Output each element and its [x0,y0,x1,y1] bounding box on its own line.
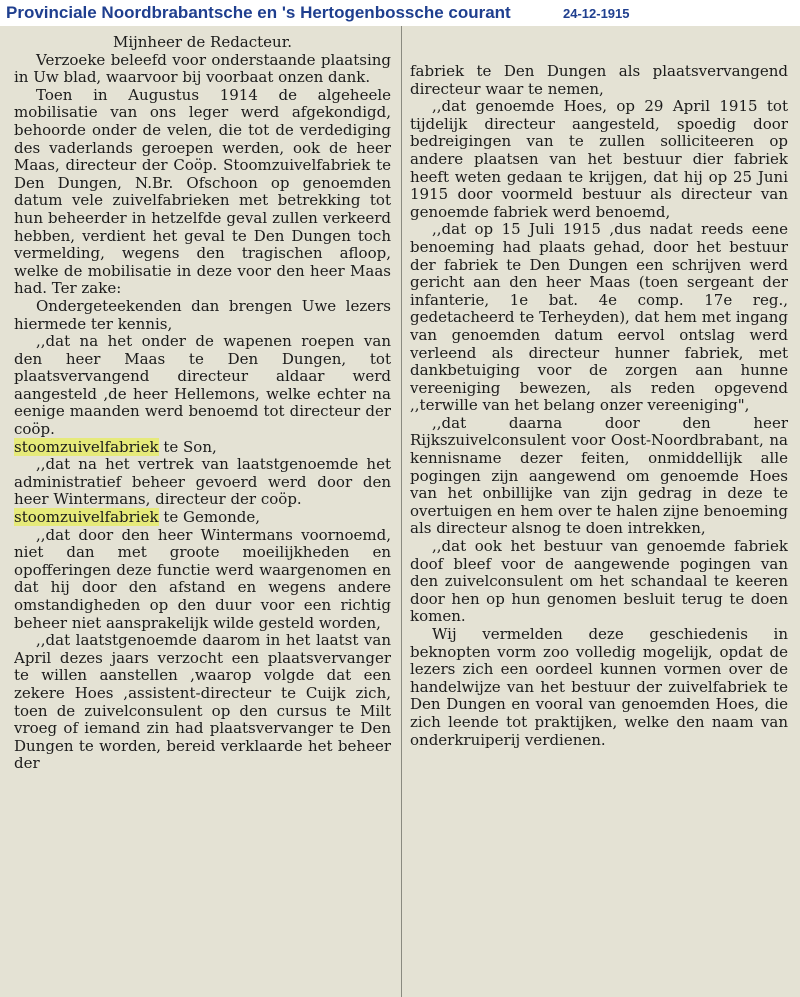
newspaper-clipping [0,26,800,997]
paragraph: Wij vermelden deze geschiedenis in beknopten vorm zoo volledig mogelijk, opdat de lezers zich een oordeel kunnen vormen over de handelwijze van het bestuur der zuivelfabriek te Den Dungen en vooral van genoemden Hoes, die zich leende tot praktijken, welke den naam van onderkruiperij verdienen. [410,625,788,749]
paragraph-tail: te Gemonde, [163,508,261,527]
paragraph: ,,dat daarna door den heer Rijkszuivelconsulent voor Oost-Noordbrabant, na kennisname dezer feiten, onmiddellijk alle pogingen zijn aangewend om genoemde Hoes van het onbillijke van zijn gedrag in deze te overtuigen en hem over te halen zijne benoeming als directeur alsnog te doen intrekken, [410,413,788,538]
paragraph: ,,dat ook het bestuur van genoemde fabriek doof bleef voor de aangewende pogingen van den zuivelconsulent om het schandaal te keeren door hen op hun genomen besluit terug te doen komen. [410,537,788,626]
paragraph: Ondergeteekenden dan brengen Uwe lezers hiermede ter kennis, [14,296,391,333]
publication-date: 24-12-1915 [563,6,630,21]
left-column [14,34,391,997]
right-column [410,63,788,997]
paragraph-continuation [14,509,391,527]
newspaper-title: Provinciale Noordbrabantsche en 's Hertogenbossche courant [6,3,511,22]
paragraph: ,,dat op 15 Juli 1915 ,dus nadat reeds eene benoeming had plaats gehad, door het bestuur der fabriek te Den Dungen een schrijven werd gericht aan den heer Maas (toen sergeant der infanterie, 1e bat. 4e comp. 17e reg., gedetacheerd te Terheyden), dat hem met ingang van genoemden datum eervol ontslag werd verleend als directeur hunner fabriek, met dankbetuiging voor de zorgen aan hunne vereeniging bewezen, als reden opgevend ,,terwille van het belang onzer vereeniging", [410,220,788,415]
paragraph: ,,dat na het onder de wapenen roepen van den heer Maas te Den Dungen, tot plaatsvervangend directeur aldaar werd aangesteld ,de heer Hellemons, welke echter na eenige maanden werd benoemd tot directeur der coöp. [14,332,391,439]
newspaper-header [0,0,800,26]
search-highlight: stoomzuivelfabriek [14,508,159,527]
paragraph-continuation [14,439,391,457]
paragraph: Toen in Augustus 1914 de algeheele mobilisatie van ons leger werd afgekondigd, behoorde onder de velen, die tot de verdediging des vaderlands geroepen werden, ook de heer Maas, directeur der Coöp. Stoomzuivelfabriek te Den Dungen, N.Br. Ofschoon op genoemden datum vele zuivelfabrieken met betrekking tot hun beheerder in hetzelfde geval zullen verkeerd hebben, verdient het geval te Den Dungen toch vermelding, wegens den tragischen afloop, welke de mobilisatie in deze voor den heer Maas had. Ter zake: [14,85,391,298]
paragraph: ,,dat na het vertrek van laatstgenoemde het administratief beheer gevoerd werd door den heer Wintermans, directeur der coöp. [14,455,391,509]
paragraph: Verzoeke beleefd voor onderstaande plaatsing in Uw blad, waarvoor bij voorbaat onzen dank. [14,50,391,87]
search-highlight: stoomzuivelfabriek [14,437,159,456]
paragraph: ,,dat genoemde Hoes, op 29 April 1915 tot tijdelijk directeur aangesteld, spoedig door bedreigingen van te zullen solliciteeren op andere plaatsen van het bestuur dier fabriek heeft weten gedaan te krijgen, dat hij op 25 Juni 1915 door voormeld bestuur als directeur van genoemde fabriek werd benoemd, [410,97,788,221]
paragraph: ,,dat door den heer Wintermans voornoemd, niet dan met groote moeilijkheden en opofferingen deze functie werd waargenomen en dat hij door den afstand en wegens andere omstandigheden op den duur voor een richtig beheer niet aansprakelijk wilde gesteld worden, [14,525,391,632]
salutation: Mijnheer de Redacteur. [112,34,293,51]
paragraph-tail: te Son, [163,437,217,456]
paragraph: ,,dat laatstgenoemde daarom in het laatst van April dezes jaars verzocht een plaatsvervanger te willen aanstellen ,waarop volgde dat een zekere Hoes ,assistent-directeur te Cuijk zich, toen de zuivelconsulent op den cursus te Milt vroeg of iemand zin had plaatsvervanger te Den Dungen te worden, bereid verklaarde het beheer der [14,631,391,773]
paragraph: fabriek te Den Dungen als plaatsvervangend directeur waar te nemen, [410,63,788,98]
column-divider [401,26,402,997]
